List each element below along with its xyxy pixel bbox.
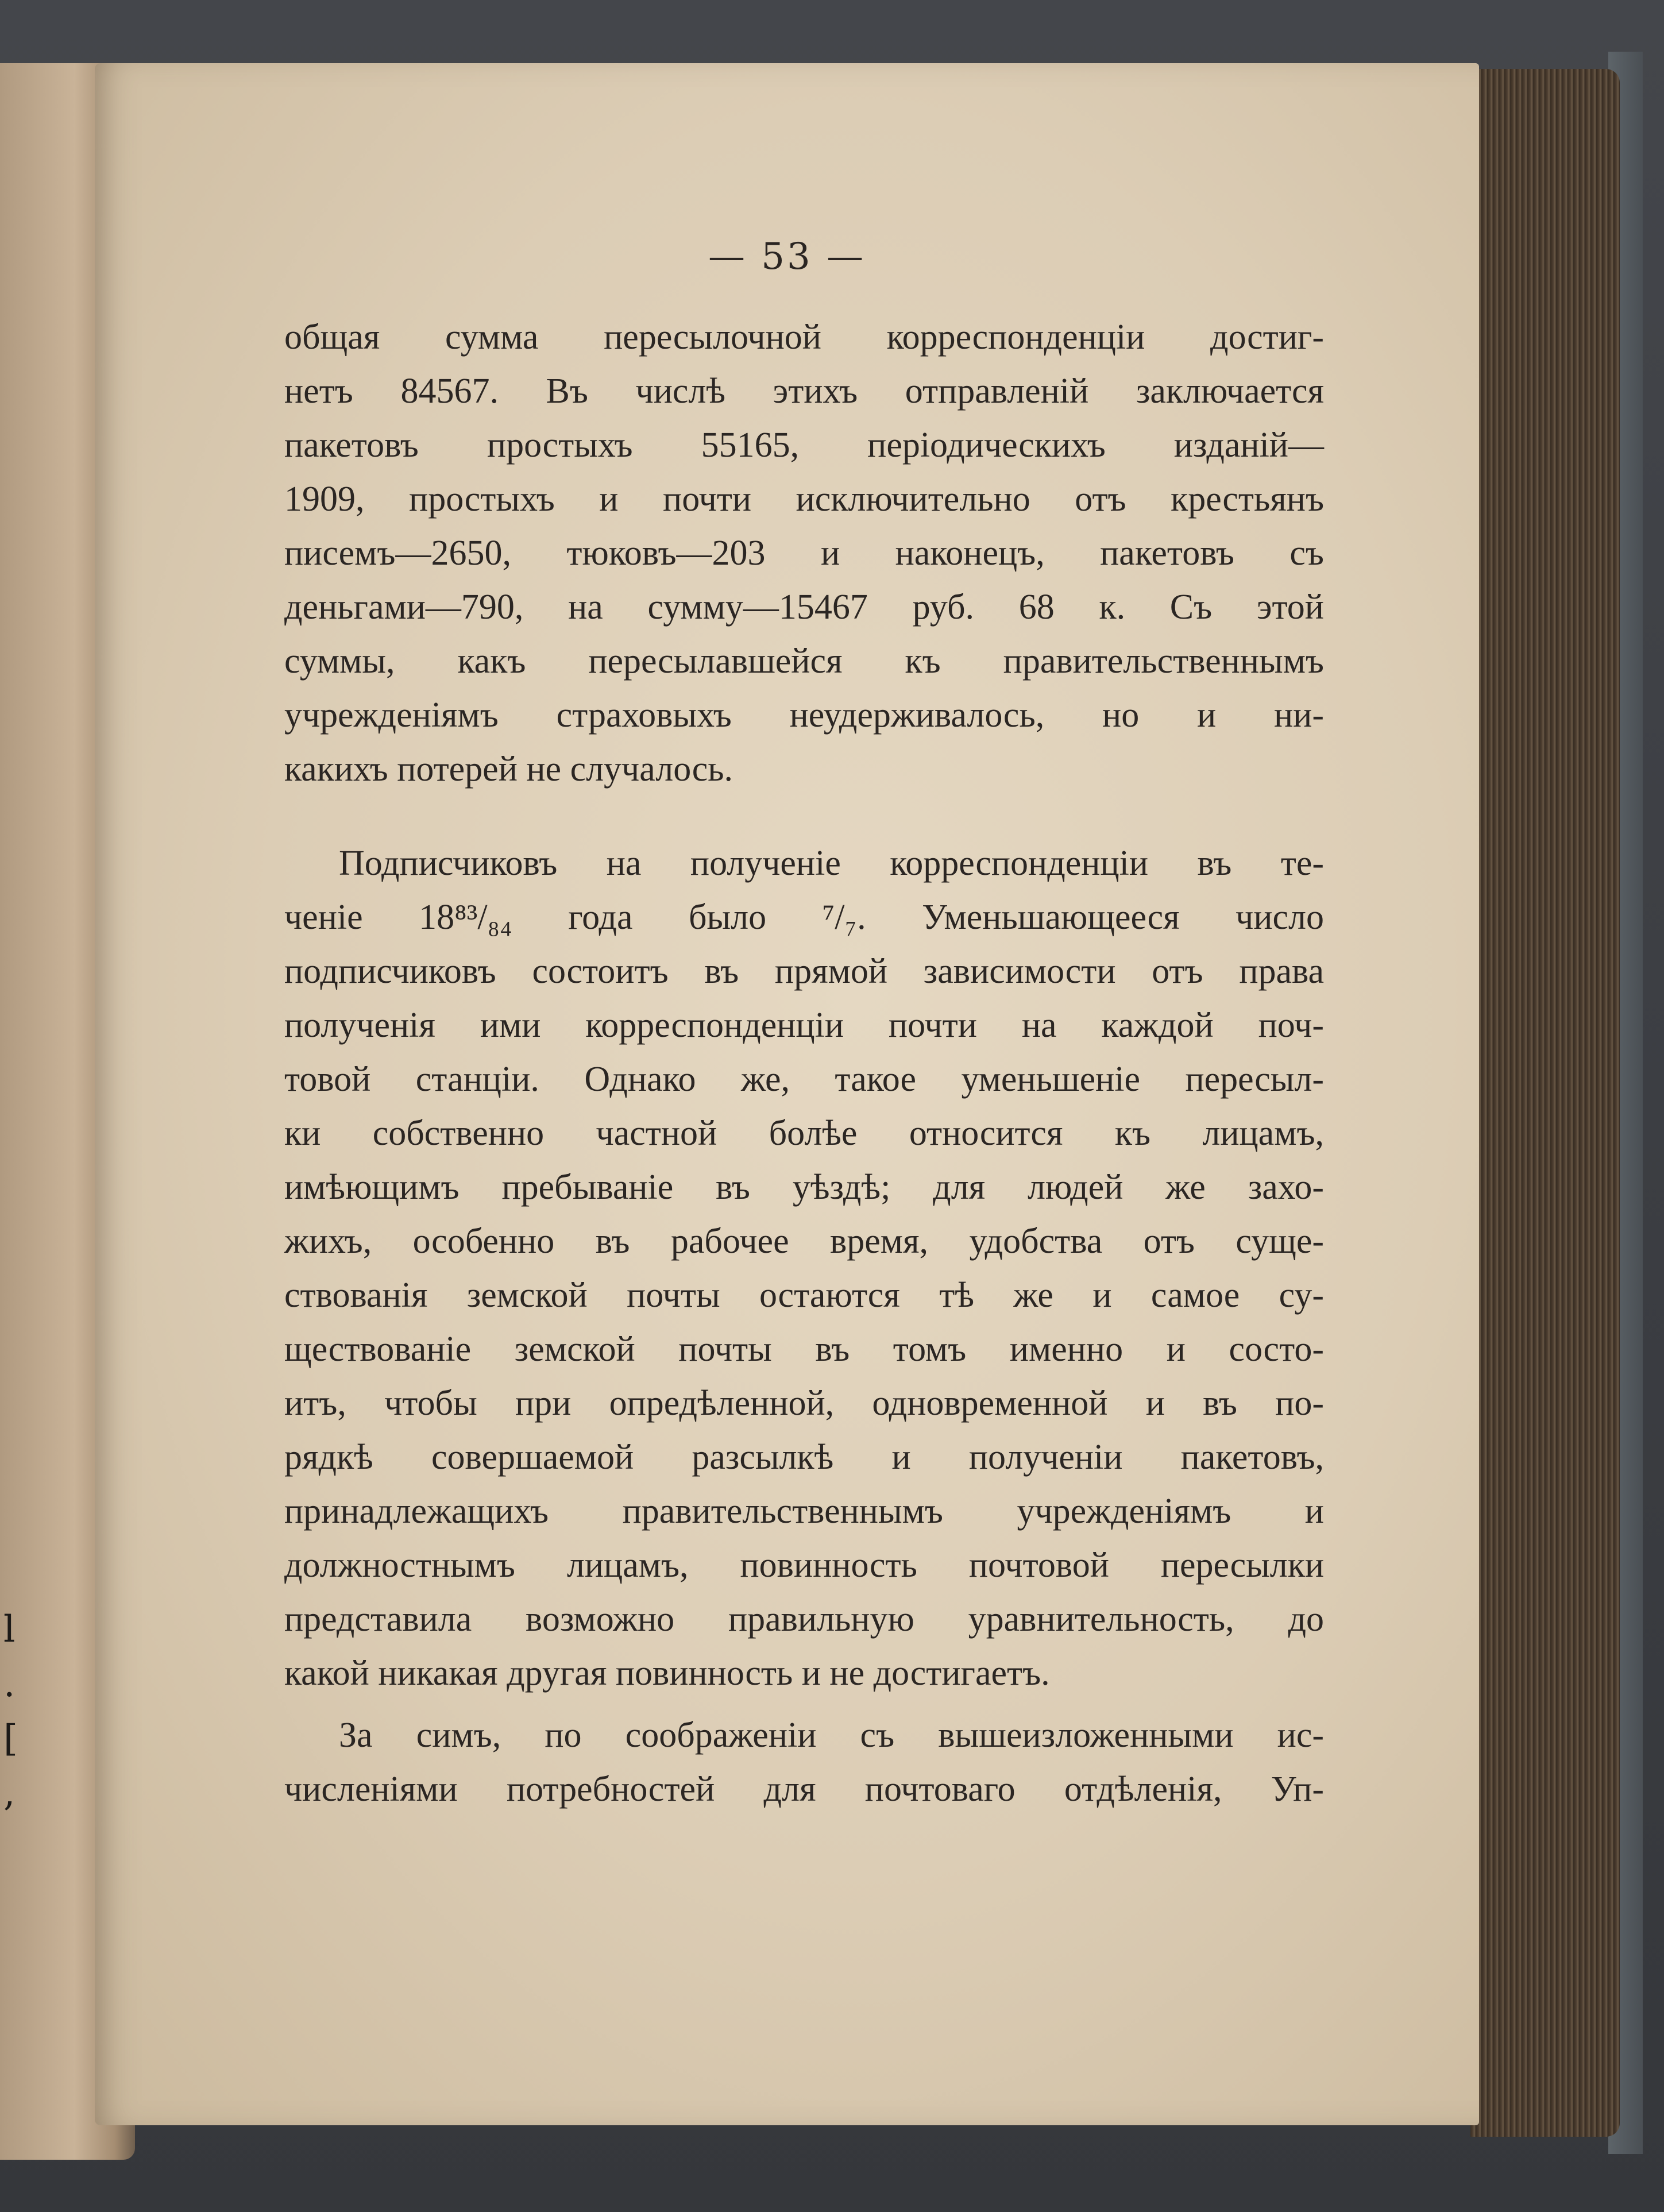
text-line: имѣющимъ пребываніе въ уѣздѣ; для людей же захо- [284, 1168, 1324, 1207]
text-line: За симъ, по соображеніи съ вышеизложенными ис- [339, 1716, 1324, 1755]
paragraph-1 [284, 310, 1324, 796]
text-line: ки собственно частной болѣе относится къ лицамъ, [284, 1114, 1324, 1153]
text-line: ченіе 18⁸³/₈₄ года было ⁷/₇. Уменьшающееся число [284, 898, 1324, 937]
text-line: рядкѣ совершаемой разсылкѣ и полученіи пакетовъ, [284, 1438, 1324, 1477]
page-stack-edge [1470, 69, 1620, 2137]
left-mark: . [3, 1663, 16, 1705]
text-line: общая сумма пересылочной корреспонденціи достиг- [284, 318, 1324, 357]
text-line: представила возможно правильную уравнительность, до [284, 1600, 1324, 1639]
text-line: 1909, простыхъ и почти исключительно отъ крестьянъ [284, 480, 1324, 519]
text-line: нетъ 84567. Въ числѣ этихъ отправленій заключается [284, 372, 1324, 411]
paragraph-2 [284, 836, 1324, 1700]
text-line: пакетовъ простыхъ 55165, періодическихъ изданій— [284, 426, 1324, 465]
left-page-marks [3, 1603, 26, 1855]
text-line: Подписчиковъ на полученіе корреспонденціи въ те- [339, 844, 1324, 883]
left-mark: [ [3, 1717, 18, 1760]
paragraph-3 [284, 1708, 1324, 1816]
left-mark: , [3, 1772, 16, 1815]
text-line: ствованія земской почты остаются тѣ же и самое су- [284, 1276, 1324, 1315]
page-body [284, 310, 1324, 1816]
text-line: должностнымъ лицамъ, повинность почтовой пересылки [284, 1546, 1324, 1585]
text-line: итъ, чтобы при опредѣленной, одновременной и въ по- [284, 1384, 1324, 1423]
book-page [95, 63, 1479, 2125]
text-line: деньгами—790, на сумму—15467 руб. 68 к. Съ этой [284, 588, 1324, 627]
text-line: полученія ими корреспонденціи почти на каждой поч- [284, 1006, 1324, 1045]
text-line: товой станціи. Однако же, такое уменьшеніе пересыл- [284, 1060, 1324, 1099]
text-line: учрежденіямъ страховыхъ неудерживалось, но и ни- [284, 696, 1324, 735]
text-line: принадлежащихъ правительственнымъ учрежденіямъ и [284, 1492, 1324, 1531]
text-line: какихъ потерей не случалось. [284, 750, 733, 789]
left-mark: l [3, 1608, 16, 1651]
page-number: — 53 — [708, 236, 866, 278]
text-line: ществованіе земской почты въ томъ именно и состо- [284, 1330, 1324, 1369]
text-line: подписчиковъ состоитъ въ прямой зависимости отъ права [284, 952, 1324, 991]
text-line: какой никакая другая повинность и не достигаетъ. [284, 1654, 1050, 1693]
text-line: жихъ, особенно въ рабочее время, удобства отъ суще- [284, 1222, 1324, 1261]
text-line: численіями потребностей для почтоваго отдѣленія, Уп- [284, 1770, 1324, 1809]
text-line: суммы, какъ пересылавшейся къ правительственнымъ [284, 642, 1324, 681]
text-line: писемъ—2650, тюковъ—203 и наконецъ, пакетовъ съ [284, 534, 1324, 573]
